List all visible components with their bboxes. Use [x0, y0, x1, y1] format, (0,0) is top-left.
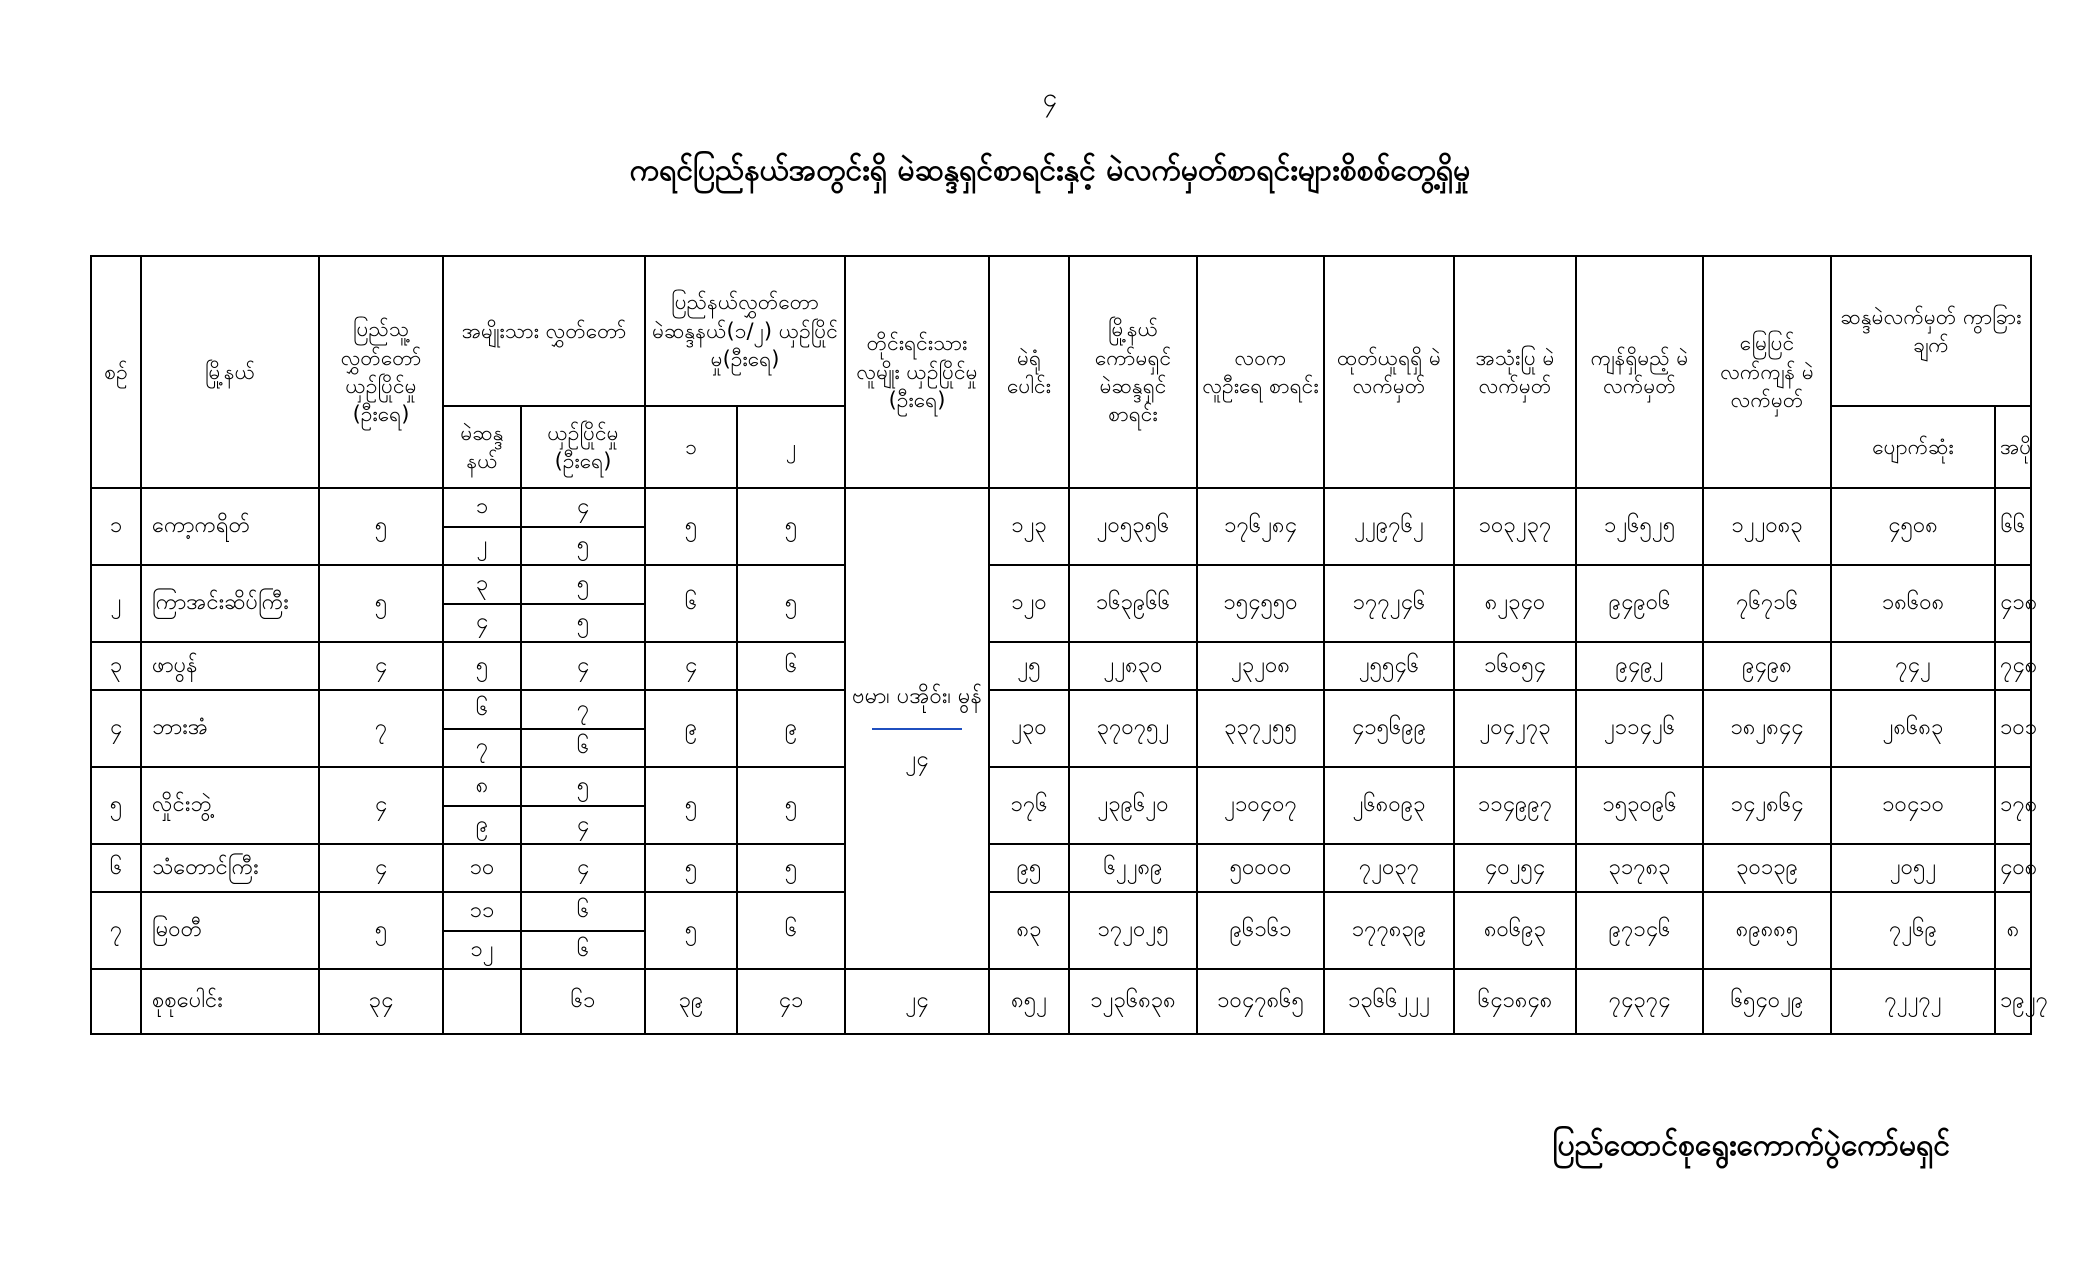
header-diff: ဆန္ဒမဲလက်မှတ် ကွာခြားချက်	[1831, 256, 2031, 406]
header-printed: ထုတ်ယူရရှိ မဲလက်မှတ်	[1324, 256, 1454, 488]
cell-pyithu: ၅	[319, 565, 443, 642]
ethnic-groups: ဗမာ၊ ပအိုဝ်း၊ မွန်	[852, 683, 982, 709]
cell-returned: ၉၄၉၈	[1703, 642, 1831, 690]
total-lost: ၇၂၂၇၂	[1831, 969, 1995, 1034]
cell-remaining: ၁၂၆၅၂၅	[1576, 488, 1703, 565]
cell-amyotha-cand: ၅	[521, 527, 645, 566]
table-row	[91, 767, 2031, 806]
header-sr: စဉ်	[91, 256, 141, 488]
cell-printed: ၇၂၀၃၇	[1324, 844, 1454, 892]
table-row	[91, 488, 2031, 527]
table-body	[91, 488, 2048, 1034]
cell-lost: ၂၀၅၂	[1831, 844, 1995, 892]
cell-amyotha-const: ၉	[443, 806, 521, 845]
cell-used: ၂၀၄၂၇၃	[1454, 690, 1576, 767]
document-title: ကရင်ပြည်နယ်အတွင်းရှိ မဲဆန္ဒရှင်စာရင်းနှင့် မဲလက်မှတ်စာရင်းများစိစစ်တွေ့ရှိမှု	[629, 153, 1471, 188]
cell-used: ၁၆၀၅၄	[1454, 642, 1576, 690]
total-ethnic: ၂၄	[845, 969, 989, 1034]
total-printed: ၁၃၆၆၂၂၂	[1324, 969, 1454, 1034]
results-table	[90, 255, 2048, 1035]
cell-amyotha-const: ၁၁	[443, 892, 521, 931]
cell-extra: ၇၄၈	[1995, 642, 2031, 690]
cell-extra: ၄၀၈	[1995, 844, 2031, 892]
cell-sr: ၄	[91, 690, 141, 767]
header-township: မြို့နယ်	[141, 256, 319, 488]
cell-printed: ၂၅၅၄၆	[1324, 642, 1454, 690]
cell-amyotha-const: ၁	[443, 488, 521, 527]
cell-pyithu: ၄	[319, 767, 443, 844]
cell-state-1: ၅	[645, 767, 737, 844]
cell-township: လှိုင်းဘွဲ့	[141, 767, 319, 844]
total-remaining: ၇၄၃၇၄	[1576, 969, 1703, 1034]
header-amyotha-cand: ယှဉ်ပြိုင်မှု (ဦးရေ)	[521, 406, 645, 488]
cell-amyotha-const: ၆	[443, 690, 521, 729]
cell-remaining: ၁၅၃၀၉၆	[1576, 767, 1703, 844]
table-row	[91, 844, 2031, 892]
cell-amyotha-cand: ၆	[521, 729, 645, 768]
header-diff-extra: အပို	[1995, 406, 2031, 488]
cell-polling: ၂၅	[989, 642, 1069, 690]
cell-returned: ၁၈၂၈၄၄	[1703, 690, 1831, 767]
cell-amyotha-cand: ၅	[521, 565, 645, 604]
cell-used: ၁၁၄၉၉၇	[1454, 767, 1576, 844]
cell-state-2: ၅	[737, 767, 845, 844]
total-pyithu: ၃၄	[319, 969, 443, 1034]
cell-used: ၈၀၆၉၃	[1454, 892, 1576, 969]
total-s2: ၄၁	[737, 969, 845, 1034]
cell-amyotha-cand: ၄	[521, 488, 645, 527]
cell-remaining: ၉၄၉၂	[1576, 642, 1703, 690]
header-state-2: ၂	[737, 406, 845, 488]
cell-state-1: ၅	[645, 892, 737, 969]
cell-polling: ၈၃	[989, 892, 1069, 969]
cell-amyotha-const: ၅	[443, 642, 521, 690]
cell-sr: ၁	[91, 488, 141, 565]
total-voters: ၁၂၃၆၈၃၈	[1069, 969, 1197, 1034]
cell-amyotha-cand: ၄	[521, 806, 645, 845]
cell-amyotha-const: ၃	[443, 565, 521, 604]
cell-voters: ၁၇၂၀၂၅	[1069, 892, 1197, 969]
cell-amyotha-const: ၁၂	[443, 931, 521, 970]
cell-amyotha-cand: ၆	[521, 892, 645, 931]
header-ethnic: တိုင်းရင်းသား လူမျိုး ယှဉ်ပြိုင်မှု (ဦးရေ)	[845, 256, 989, 488]
total-staff: ၁၀၄၇၈၆၅	[1197, 969, 1324, 1034]
cell-polling: ၉၅	[989, 844, 1069, 892]
cell-lost: ၇၄၂	[1831, 642, 1995, 690]
cell-pyithu: ၅	[319, 892, 443, 969]
cell-township: ကော့ကရိတ်	[141, 488, 319, 565]
cell-remaining: ၉၇၁၄၆	[1576, 892, 1703, 969]
cell-amyotha-cand: ၄	[521, 844, 645, 892]
cell-state-2: ၆	[737, 892, 845, 969]
cell-sr: ၇	[91, 892, 141, 969]
cell-extra: ၈	[1995, 892, 2031, 969]
cell-lost: ၄၅၀၈	[1831, 488, 1995, 565]
header-diff-lost: ပျောက်ဆုံး	[1831, 406, 1995, 488]
cell-sr: ၆	[91, 844, 141, 892]
cell-amyotha-const: ၇	[443, 729, 521, 768]
cell-returned: ၇၆၇၁၆	[1703, 565, 1831, 642]
cell-lost: ၂၈၆၈၃	[1831, 690, 1995, 767]
cell-used: ၄၀၂၅၄	[1454, 844, 1576, 892]
total-s1: ၃၉	[645, 969, 737, 1034]
header-amyotha: အမျိုးသား လွှတ်တော်	[443, 256, 645, 406]
cell-state-1: ၄	[645, 642, 737, 690]
cell-staff: ၃၃၇၂၅၅	[1197, 690, 1324, 767]
divider-line	[872, 728, 962, 730]
total-amyotha-cand: ၆၁	[521, 969, 645, 1034]
total-amyotha-const	[443, 969, 521, 1034]
signature-authority: ပြည်ထောင်စုရွေးကောက်ပွဲကော်မရှင်	[1552, 1128, 1950, 1163]
header-pyithu: ပြည်သူ့ လွှတ်တော် ယှဉ်ပြိုင်မှု (ဦးရေ)	[319, 256, 443, 488]
header-state-1: ၁	[645, 406, 737, 488]
cell-printed: ၄၁၅၆၉၉	[1324, 690, 1454, 767]
cell-polling: ၁၂၃	[989, 488, 1069, 565]
cell-state-1: ၅	[645, 844, 737, 892]
cell-pyithu: ၄	[319, 642, 443, 690]
cell-remaining: ၃၁၇၈၃	[1576, 844, 1703, 892]
cell-returned: ၃၀၁၃၉	[1703, 844, 1831, 892]
cell-extra: ၆၆	[1995, 488, 2031, 565]
cell-returned: ၈၉၈၈၅	[1703, 892, 1831, 969]
cell-polling: ၁၇၆	[989, 767, 1069, 844]
cell-amyotha-cand: ၆	[521, 931, 645, 970]
header-staff: လဝက လူဦးရေ စာရင်း	[1197, 256, 1324, 488]
cell-used: ၁၀၃၂၃၇	[1454, 488, 1576, 565]
total-used: ၆၄၁၈၄၈	[1454, 969, 1576, 1034]
header-polling: မဲရုံ ပေါင်း	[989, 256, 1069, 488]
ethnic-count: ၂၄	[905, 746, 929, 772]
cell-amyotha-const: ၁၀	[443, 844, 521, 892]
cell-township: ဘားအံ	[141, 690, 319, 767]
cell-voters: ၃၇၀၇၅၂	[1069, 690, 1197, 767]
header-amyotha-const: မဲဆန္ဒ နယ်	[443, 406, 521, 488]
table-row	[91, 690, 2031, 729]
cell-staff: ၂၃၂၀၈	[1197, 642, 1324, 690]
cell-printed: ၁၇၇၂၄၆	[1324, 565, 1454, 642]
cell-amyotha-const: ၂	[443, 527, 521, 566]
cell-lost: ၇၂၆၉	[1831, 892, 1995, 969]
cell-voters: ၂၂၈၃၀	[1069, 642, 1197, 690]
cell-state-2: ၆	[737, 642, 845, 690]
cell-printed: ၂၆၈၀၉၃	[1324, 767, 1454, 844]
cell-staff: ၉၆၁၆၁	[1197, 892, 1324, 969]
cell-township: သံတောင်ကြီး	[141, 844, 319, 892]
cell-state-1: ၉	[645, 690, 737, 767]
cell-sr: ၂	[91, 565, 141, 642]
total-row	[91, 969, 2031, 1034]
results-table-container	[90, 255, 2048, 1035]
cell-state-1: ၅	[645, 488, 737, 565]
cell-sr	[91, 969, 141, 1034]
header-returned: မြေပြင် လက်ကျန် မဲလက်မှတ်	[1703, 256, 1831, 488]
cell-state-2: ၉	[737, 690, 845, 767]
cell-state-2: ၅	[737, 488, 845, 565]
total-label: စုစုပေါင်း	[141, 969, 319, 1034]
cell-voters: ၂၀၅၃၅၆	[1069, 488, 1197, 565]
cell-used: ၈၂၃၄၀	[1454, 565, 1576, 642]
cell-staff: ၁၅၄၅၅၀	[1197, 565, 1324, 642]
cell-staff: ၁၇၆၂၈၄	[1197, 488, 1324, 565]
table-row	[91, 642, 2031, 690]
cell-remaining: ၉၄၉၀၆	[1576, 565, 1703, 642]
cell-staff: ၂၁၀၄၀၇	[1197, 767, 1324, 844]
cell-polling: ၂၃၀	[989, 690, 1069, 767]
cell-voters: ၁၆၃၉၆၆	[1069, 565, 1197, 642]
total-returned: ၆၅၄၀၂၉	[1703, 969, 1831, 1034]
cell-ethnic	[845, 488, 989, 969]
cell-pyithu: ၄	[319, 844, 443, 892]
header-state-hluttaw: ပြည်နယ်လွှတ်တော မဲဆန္ဒနယ်(၁/၂) ယှဉ်ပြိုင်မှု(ဦးရေ)	[645, 256, 845, 406]
header-used: အသုံးပြု မဲလက်မှတ်	[1454, 256, 1576, 488]
cell-printed: ၂၂၉၇၆၂	[1324, 488, 1454, 565]
cell-extra: ၄၁၈	[1995, 565, 2031, 642]
cell-amyotha-const: ၈	[443, 767, 521, 806]
header-voter-list: မြို့နယ် ကော်မရှင် မဲဆန္ဒရှင် စာရင်း	[1069, 256, 1197, 488]
cell-returned: ၁၂၂၀၈၃	[1703, 488, 1831, 565]
cell-amyotha-cand: ၅	[521, 767, 645, 806]
cell-sr: ၅	[91, 767, 141, 844]
cell-amyotha-cand: ၇	[521, 690, 645, 729]
cell-remaining: ၂၁၁၄၂၆	[1576, 690, 1703, 767]
cell-amyotha-const: ၄	[443, 604, 521, 643]
header-remaining: ကျန်ရှိမည့် မဲလက်မှတ်	[1576, 256, 1703, 488]
cell-state-2: ၅	[737, 844, 845, 892]
cell-amyotha-cand: ၄	[521, 642, 645, 690]
page-number: ၄	[1042, 83, 1058, 113]
cell-lost: ၁၈၆၀၈	[1831, 565, 1995, 642]
cell-pyithu: ၇	[319, 690, 443, 767]
cell-extra: ၁၇၈	[1995, 767, 2031, 844]
cell-polling: ၁၂၀	[989, 565, 1069, 642]
cell-state-1: ၆	[645, 565, 737, 642]
cell-returned: ၁၄၂၈၆၄	[1703, 767, 1831, 844]
cell-state-2: ၅	[737, 565, 845, 642]
cell-voters: ၆၂၂၈၉	[1069, 844, 1197, 892]
cell-printed: ၁၇၇၈၃၉	[1324, 892, 1454, 969]
total-polling: ၈၅၂	[989, 969, 1069, 1034]
cell-sr: ၃	[91, 642, 141, 690]
cell-township: ဖာပွန်	[141, 642, 319, 690]
cell-extra: ၁၀၁	[1995, 690, 2031, 767]
total-extra: ၁၉၂၇	[1995, 969, 2031, 1034]
cell-staff: ၅၀၀၀၀	[1197, 844, 1324, 892]
cell-township: မြဝတီ	[141, 892, 319, 969]
table-row	[91, 565, 2031, 604]
cell-township: ကြာအင်းဆိပ်ကြီး	[141, 565, 319, 642]
cell-amyotha-cand: ၅	[521, 604, 645, 643]
cell-lost: ၁၀၄၁၀	[1831, 767, 1995, 844]
table-row	[91, 892, 2031, 931]
cell-pyithu: ၅	[319, 488, 443, 565]
cell-voters: ၂၃၉၆၂၀	[1069, 767, 1197, 844]
